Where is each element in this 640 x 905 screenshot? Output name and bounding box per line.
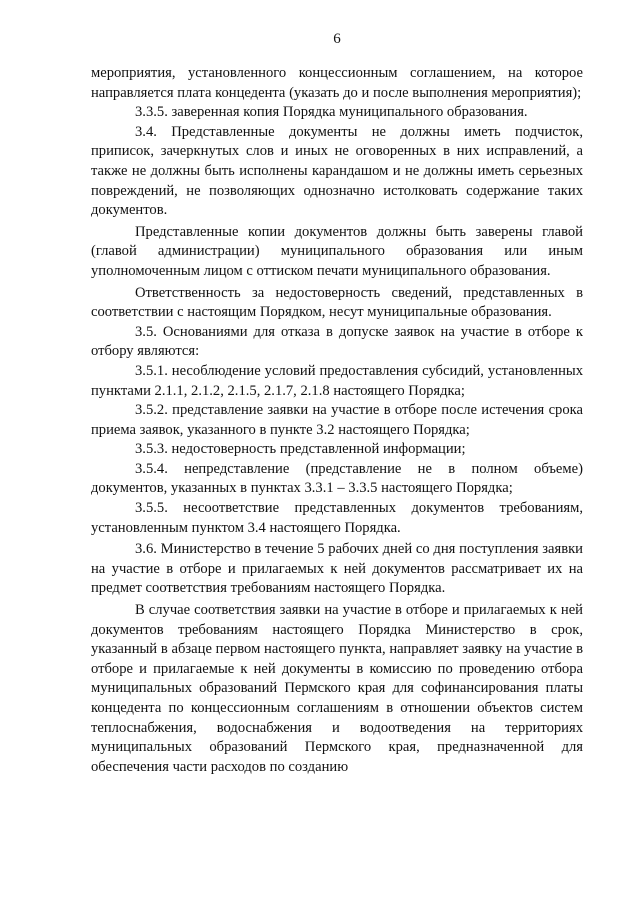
paragraph-3-5-1: 3.5.1. несоблюдение условий предоставления субсидий, установленных пунктами 2.1.1, 2.1.2, 2.1.5, 2.1.7, 2.1.8 настоящего Порядка; bbox=[91, 362, 583, 399]
paragraph-copies-certification: Представленные копии документов должны быть заверены главой (главой администрации) муниципального образования или иным уполномоченным лицом с оттиском печати муниципального образования. bbox=[91, 223, 583, 279]
paragraph-3-4: 3.4. Представленные документы не должны иметь подчисток, приписок, зачеркнутых слов и иных не оговоренных в них исправлений, а также не должны быть исполнены карандашом и не должны иметь серьезных повреждений, не позволяющих однозначно истолковать содержание таких документов. bbox=[91, 123, 583, 219]
paragraph-3-5: 3.5. Основаниями для отказа в допуске заявок на участие в отборе к отбору являются: bbox=[91, 323, 583, 360]
paragraph-3-3-5: 3.3.5. заверенная копия Порядка муниципального образования. bbox=[135, 104, 528, 121]
paragraph-3-5-3: 3.5.3. недостоверность представленной информации; bbox=[135, 441, 466, 458]
paragraph-3-5-4: 3.5.4. непредставление (представление не в полном объеме) документов, указанных в пунктах 3.3.1 – 3.3.5 настоящего Порядка; bbox=[91, 460, 583, 497]
paragraph-responsibility: Ответственность за недостоверность сведений, представленных в соответствии с настоящим Порядком, несут муниципальные образования. bbox=[91, 284, 583, 321]
page-number: 6 bbox=[333, 31, 341, 47]
paragraph-3-5-5: 3.5.5. несоответствие представленных документов требованиям, установленным пунктом 3.4 настоящего Порядка. bbox=[91, 500, 583, 536]
paragraph-continuation: мероприятия, установленного концессионным соглашением, на которое направляется плата концедента (указать до и после выполнения мероприятия); bbox=[91, 65, 583, 101]
paragraph-compliance: В случае соответствия заявки на участие в отборе и прилагаемых к ней документов требованиям настоящего Порядка Министерство в срок, указанный в абзаце первом настоящего пункта, направляет заявку на участие в отборе и прилагаемые к ней документы в комиссию по проведению отбора муниципальных образований Пермского края для софинансирования платы концедента по концессионным соглашениям в отношении объектов систем теплоснабжения, водоснабжения и водоотведения на территориях муниципальных образований Пермского края, предназначенной для обеспечения части расходов по созданию bbox=[91, 602, 583, 775]
paragraph-3-5-2: 3.5.2. представление заявки на участие в отборе после истечения срока приема заявок, указанного в пункте 3.2 настоящего Порядка; bbox=[91, 402, 583, 438]
paragraph-3-6: 3.6. Министерство в течение 5 рабочих дней со дня поступления заявки на участие в отборе и прилагаемых к ней документов рассматривает их на предмет соответствия требованиям настоящего Порядка. bbox=[91, 541, 583, 597]
